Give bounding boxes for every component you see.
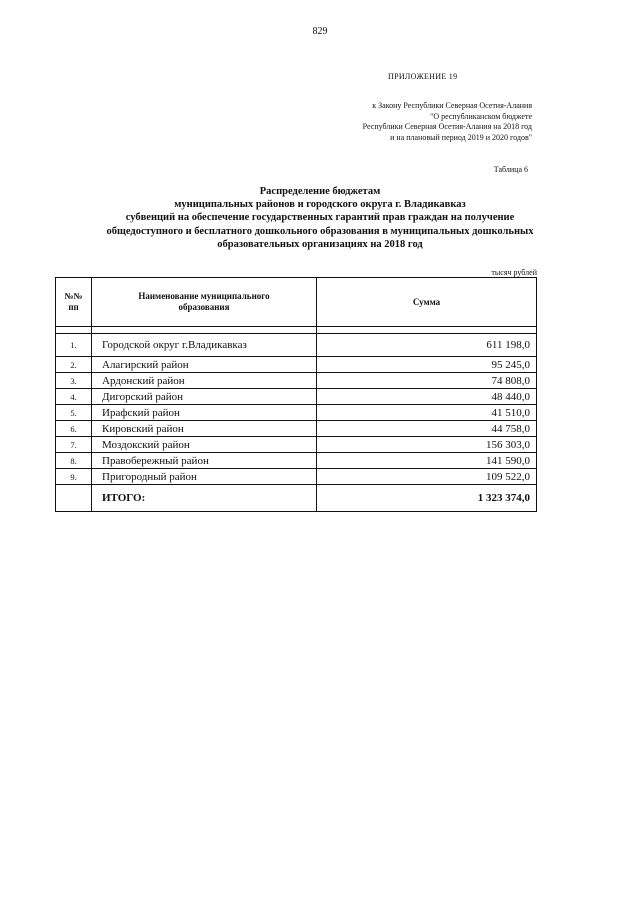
header-municipality — [92, 278, 317, 327]
title-line: общедоступного и бесплатного дошкольного образования в муниципальных дошкольных — [106, 225, 534, 237]
row-sum: 156 303,0 — [317, 437, 537, 453]
row-municipality: Правобережный район — [92, 453, 317, 469]
total-sum: 1 323 374,0 — [317, 485, 537, 512]
law-reference-line: Республики Северная Осетия-Алания на 2018 год — [362, 122, 532, 131]
row-number: 9. — [56, 469, 92, 485]
page-number: 829 — [312, 26, 328, 37]
table-row — [56, 437, 537, 453]
header-municipality-line: Наименование муниципального — [138, 291, 270, 301]
table-row — [56, 405, 537, 421]
law-reference-line: к Закону Республики Северная Осетия-Алания — [372, 101, 532, 110]
row-sum: 41 510,0 — [317, 405, 537, 421]
row-number: 8. — [56, 453, 92, 469]
row-municipality: Кировский район — [92, 421, 317, 437]
header-sum: Сумма — [317, 278, 537, 327]
row-sum: 109 522,0 — [317, 469, 537, 485]
distribution-table — [55, 277, 537, 512]
row-sum: 95 245,0 — [317, 357, 537, 373]
table-row — [56, 389, 537, 405]
row-number: 4. — [56, 389, 92, 405]
row-municipality: Пригородный район — [92, 469, 317, 485]
table-spacer-row — [56, 327, 537, 334]
document-title — [40, 185, 600, 251]
total-number-cell — [56, 485, 92, 512]
table-row — [56, 421, 537, 437]
table-row — [56, 357, 537, 373]
row-sum: 611 198,0 — [317, 334, 537, 357]
header-number-line: пп — [68, 302, 79, 312]
unit-label: тысяч рублей — [491, 268, 537, 277]
title-line: Распределение бюджетам — [259, 186, 381, 197]
table-row — [56, 334, 537, 357]
row-number: 7. — [56, 437, 92, 453]
header-municipality-line: образования — [178, 302, 230, 312]
row-sum: 74 808,0 — [317, 373, 537, 389]
row-number: 3. — [56, 373, 92, 389]
law-reference-line: "О республиканском бюджете — [430, 111, 532, 121]
row-municipality: Ардонский район — [92, 373, 317, 389]
header-number — [56, 278, 92, 327]
table-number: Таблица 6 — [493, 165, 528, 174]
table-row — [56, 373, 537, 389]
row-number: 2. — [56, 357, 92, 373]
title-line: субвенций на обеспечение государственных гарантий прав граждан на получение — [125, 212, 515, 224]
title-line: образовательных организациях на 2018 год — [217, 238, 423, 250]
row-sum: 141 590,0 — [317, 453, 537, 469]
row-number: 6. — [56, 421, 92, 437]
table-total-row — [56, 485, 537, 512]
title-line: муниципальных районов и городского округа г. Владикавказ — [174, 199, 466, 211]
table-row — [56, 469, 537, 485]
table-header-row — [56, 278, 537, 327]
row-municipality: Ирафский район — [92, 405, 317, 421]
row-municipality: Городской округ г.Владикавказ — [92, 334, 317, 357]
appendix-label: ПРИЛОЖЕНИЕ 19 — [388, 72, 458, 81]
row-municipality: Алагирский район — [92, 357, 317, 373]
row-municipality: Дигорский район — [92, 389, 317, 405]
table-row — [56, 453, 537, 469]
header-number-line: №№ — [64, 291, 83, 301]
total-label: ИТОГО: — [92, 485, 317, 512]
row-municipality: Моздокский район — [92, 437, 317, 453]
row-number: 5. — [56, 405, 92, 421]
law-reference-line: и на плановый период 2019 и 2020 годов" — [390, 132, 532, 142]
row-number: 1. — [56, 334, 92, 357]
law-reference — [272, 101, 532, 143]
row-sum: 44 758,0 — [317, 421, 537, 437]
row-sum: 48 440,0 — [317, 389, 537, 405]
